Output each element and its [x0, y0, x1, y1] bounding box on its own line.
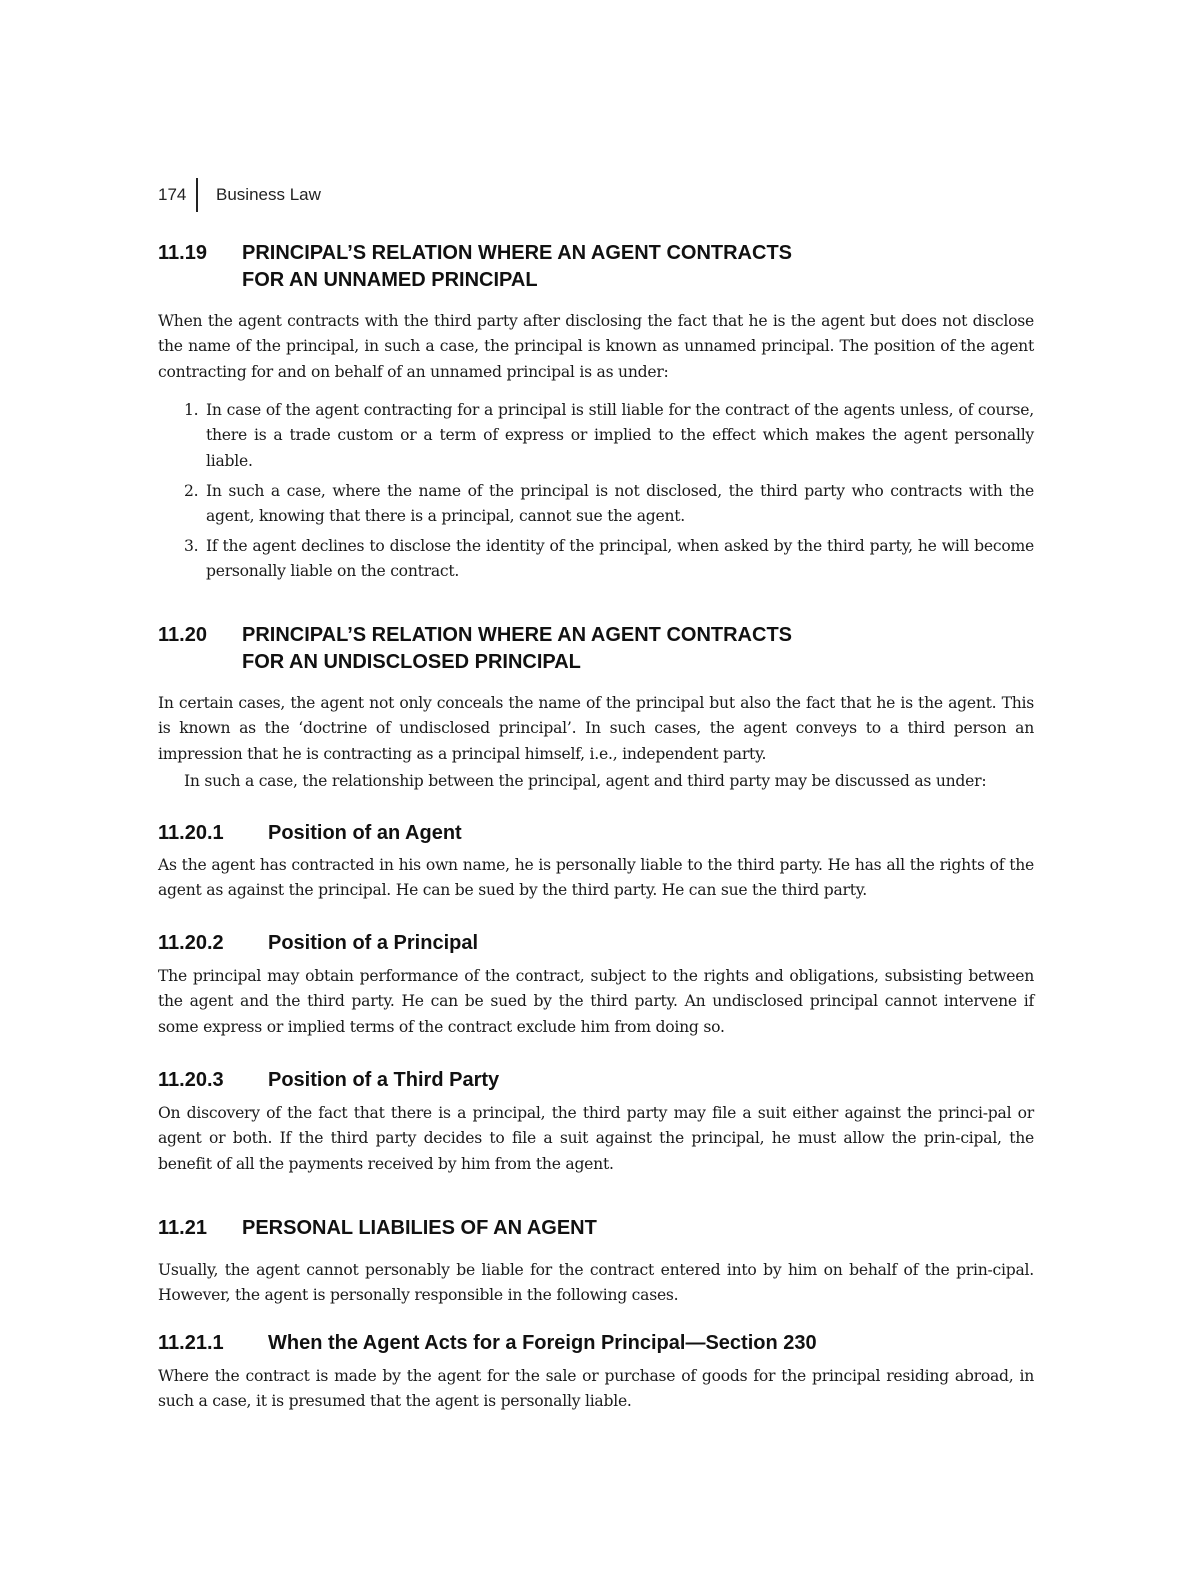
subsection-11-20-2-body	[158, 964, 1034, 1040]
book-title: Business Law	[216, 185, 321, 204]
numbered-list	[158, 534, 1034, 585]
subsection-heading: 11.20.1 Position of an Agent	[158, 822, 462, 844]
subsection-11-20-1-body	[158, 853, 1034, 904]
section-11-20	[158, 622, 1034, 676]
paragraph: As the agent has contracted in his own name, he is personally liable to the third party. He has all the rights of the agent as against the principal. He can be sued by the third party. He can sue the third party.	[158, 856, 1034, 900]
subsection-heading: 11.20.3 Position of a Third Party	[158, 1069, 500, 1091]
running-head	[158, 178, 321, 212]
page-number: 174	[158, 185, 187, 204]
section-number: 11.20	[158, 624, 207, 646]
section-title: PERSONAL LIABILIES OF AN AGENT	[242, 1217, 597, 1239]
list-item: 1. In case of the agent contracting for a principal is still liable for the contract of the agents unless, of course, there is a trade custom or a term of express or implied to the effect which makes the agent personally liable.	[184, 401, 1034, 470]
subsection-11-21-1-body	[158, 1364, 1034, 1415]
numbered-list	[158, 398, 1034, 474]
section-11-20-body	[158, 691, 1034, 767]
section-11-20-body-2	[158, 769, 1034, 794]
subsection-heading: 11.21.1 When the Agent Acts for a Foreign Principal—Section 230	[158, 1332, 817, 1354]
section-title: PRINCIPAL’S RELATION WHERE AN AGENT CONTRACTS FOR AN UNNAMED PRINCIPAL	[242, 242, 792, 291]
section-heading	[158, 240, 1034, 294]
section-number: 11.19	[158, 242, 207, 264]
section-title: PRINCIPAL’S RELATION WHERE AN AGENT CONTRACTS FOR AN UNDISCLOSED PRINCIPAL	[242, 624, 792, 673]
section-number: 11.21	[158, 1217, 207, 1239]
section-11-21-body	[158, 1258, 1034, 1309]
list-item: 2. In such a case, where the name of the principal is not disclosed, the third party who contracts with the agent, knowing that there is a principal, cannot sue the agent.	[184, 482, 1034, 526]
subsection-11-20-1	[158, 820, 1034, 847]
subsection-11-20-3-body	[158, 1101, 1034, 1177]
paragraph: The principal may obtain performance of the contract, subject to the rights and obligations, subsisting between the agent and the third party. He can be sued by the third party. An undisclosed principal cannot intervene if some express or implied terms of the contract exclude him from doing so.	[158, 967, 1034, 1036]
paragraph: In such a case, the relationship between the principal, agent and third party may be discussed as under:	[184, 772, 987, 790]
paragraph: In certain cases, the agent not only conceals the name of the principal but also the fact that he is the agent. This is known as the ‘doctrine of undisclosed principal’. In such cases, the agent conveys to a third person an impression that he is contracting as a principal himself, i.e., independent party.	[158, 694, 1034, 763]
section-11-19-body	[158, 309, 1034, 385]
subsection-11-20-3	[158, 1067, 1034, 1094]
paragraph: On discovery of the fact that there is a principal, the third party may file a suit either against the princi-pal or agent or both. If the third party decides to file a suit against the principal, he must allow the prin-cipal, the benefit of all the payments received by him from the agent.	[158, 1104, 1034, 1173]
section-11-21	[158, 1215, 1034, 1242]
section-heading	[158, 622, 1034, 676]
subsection-11-21-1	[158, 1330, 1034, 1357]
subsection-11-20-2	[158, 930, 1034, 957]
paragraph: Where the contract is made by the agent for the sale or purchase of goods for the principal residing abroad, in such a case, it is presumed that the agent is personally liable.	[158, 1367, 1034, 1411]
paragraph: Usually, the agent cannot personably be liable for the contract entered into by him on behalf of the prin-cipal. However, the agent is personally responsible in the following cases.	[158, 1261, 1034, 1305]
subsection-heading: 11.20.2 Position of a Principal	[158, 932, 479, 954]
list-item: 3. If the agent declines to disclose the identity of the principal, when asked by the third party, he will become personally liable on the contract.	[184, 537, 1034, 581]
section-11-19	[158, 240, 1034, 294]
paragraph: When the agent contracts with the third party after disclosing the fact that he is the agent but does not disclose the name of the principal, in such a case, the principal is known as unnamed principal. The position of the agent contracting for and on behalf of an unnamed principal is as under:	[158, 312, 1034, 381]
section-heading	[158, 1215, 1034, 1242]
header-divider	[196, 178, 198, 212]
numbered-list	[158, 479, 1034, 530]
